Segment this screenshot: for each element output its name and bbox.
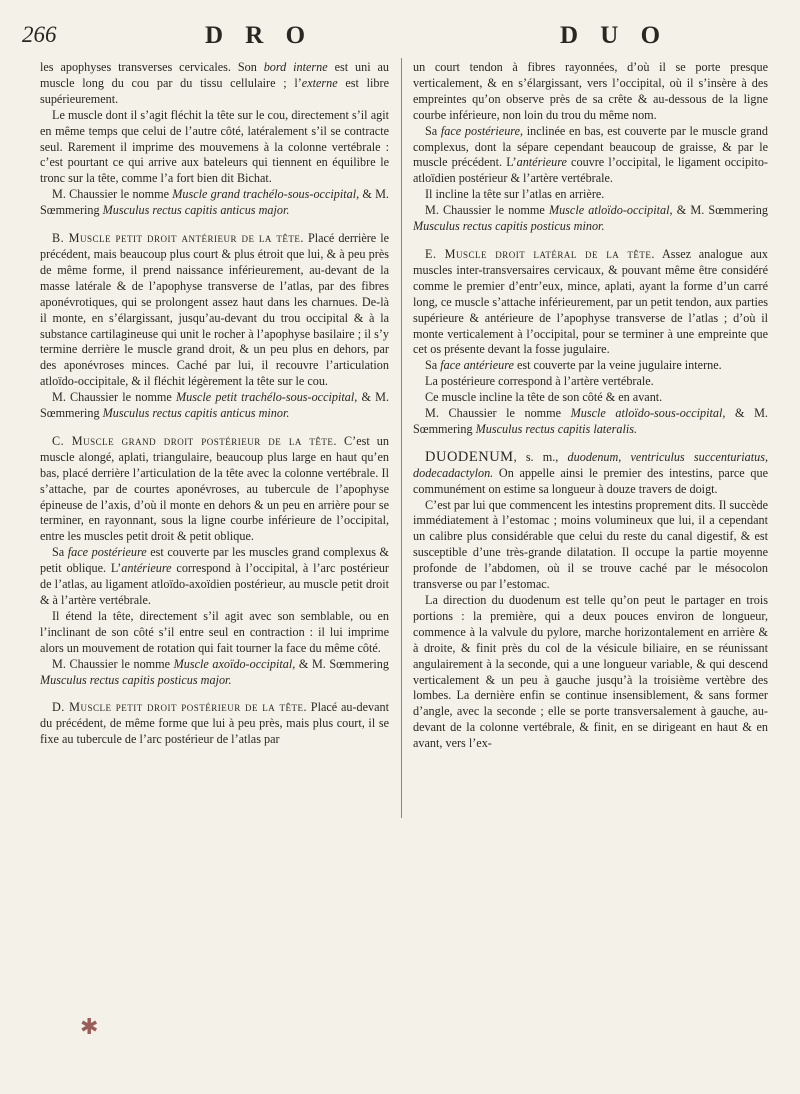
section-b: B. Muscle petit droit antérieur de la tête. Placé derrière le précédent, mais beaucoup plus court & plus étroit que lui, & à peu près de même forme, il prend naissance inférieurement, au-devant de la masse latérale & de l’apophyse transverse de l’atlas, par des fibres aponévrotiques, qui se prolongent assez haut dans les charnues. De-là il monte, en s’élargissant, jusqu’au-devant du trou occipital & à la substance cartilagineuse qui unit le rocher à l’apophyse basilaire ; il s’y termine derrière le muscle grand droit, & un peu plus en dehors, par des aponévroses minces. Caché par lui, il recouvre l’articulation atloïdo-occipitale, & il fléchit légèrement la tête sur le cou. bbox=[40, 231, 389, 389]
section-heading: D. Muscle petit droit postérieur de la tête. bbox=[52, 700, 308, 715]
paragraph: La postérieure correspond à l’artère vertébrale. bbox=[425, 374, 654, 389]
paragraph: M. Chaussier le nomme Muscle petit trachélo-sous-occipital, & M. Sœmmering Musculus rectus capitis anticus minor. bbox=[40, 390, 389, 421]
paragraph: Ce muscle incline la tête de son côté & en avant. bbox=[425, 390, 663, 405]
ink-blot-icon: ✱ bbox=[80, 1014, 99, 1039]
paragraph: un court tendon à fibres rayonnées, d’où il se porte presque verticalement, & en s’élargissant, vers l’occipital, où il s’insère à des empreintes qu’on observe près de sa crête & au-dessous de la ligne courbe inférieure, non loin du trou du même nom. bbox=[413, 60, 768, 122]
paragraph: Le muscle dont il s’agit fléchit la tête sur le cou, directement s’il agit en même temps que celui de l’autre côté, latéralement s’il se contracte seul. Rarement il imprime des mouvemens à la colonne vertébrale : c’est pourtant ce qui arrive aux bateleurs qui tiennent en équilibre le tronc sur la tête, comme l’a fort bien dit Bichat. bbox=[40, 107, 389, 186]
running-head-right: D U O bbox=[560, 22, 669, 49]
section-heading: C. Muscle grand droit postérieur de la tête. bbox=[52, 433, 337, 448]
page-header bbox=[0, 22, 800, 58]
entry-duodenum: DUODENUM, s. m., duodenum, ventriculus succenturiatus, dodecadactylon. On appelle ainsi le premier des intestins, parce que communément on estime sa longueur à douze travers de doigt. bbox=[413, 448, 768, 496]
section-c: C. Muscle grand droit postérieur de la tête. C’est un muscle alongé, aplati, triangulaire, beaucoup plus large en haut qu’en bas, placé derrière l’articulation de la tête avec la colonne vertébrale. Il s’attache, par de courtes aponévroses, au tubercule de l’apophyse épineuse de l’axis, d’où il monte en dehors & un peu en arrière pour se terminer, en rayonnant, sous la ligne courbe inférieure de l’occipital, entre les muscles petit droit & petit oblique. bbox=[40, 433, 389, 544]
paragraph: Il étend la tête, directement s’il agit avec son semblable, ou en l’inclinant de son côté s’il entre seul en contraction : il lui imprime alors un mouvement de rotation qui fait tourner la face du même côté. bbox=[40, 608, 389, 655]
paragraph: M. Chaussier le nomme Muscle grand trachélo-sous-occipital, & M. Sœmmering Musculus rectus capitis anticus major. bbox=[40, 187, 389, 218]
page-number: 266 bbox=[22, 22, 57, 47]
section-heading: B. Muscle petit droit antérieur de la tête. bbox=[52, 231, 304, 246]
paragraph: M. Chaussier le nomme Muscle atloïdo-occipital, & M. Sœmmering Musculus rectus capitis posticus minor. bbox=[413, 203, 768, 234]
paragraph: C’est par lui que commencent les intestins proprement dits. Il succède immédiatement à l’estomac ; moins volumineux que lui, il a cependant un calibre plus considérable que celui du reste du canal digestif, & est susceptible d’une très-grande dilatation. Il occupe la partie moyenne profonde de l’abdomen, où il se trouve caché par le mésocolon transverse ou par l’estomac. bbox=[413, 497, 768, 592]
paragraph: Sa face postérieure est couverte par les muscles grand complexus & petit oblique. L’antérieure correspond à l’occipital, à l’arc postérieur de l’atlas, au ligament atloïdo-axoïdien postérieur, au muscle petit droit & à l’artère vertébrale. bbox=[40, 545, 390, 607]
paragraph: Il incline la tête sur l’atlas en arrière. bbox=[425, 187, 605, 202]
left-column bbox=[40, 60, 389, 748]
paragraph: Sa face postérieure, inclinée en bas, est couverte par le muscle grand complexus, dont la sépare cependant beaucoup de graisse, & par le muscle précédent. L’antérieure couvre l’occipital, le ligament occipito-atloïdien postérieur & l’artère vertébrale. bbox=[413, 123, 768, 186]
running-head-left: D R O bbox=[205, 22, 314, 49]
section-d: D. Muscle petit droit postérieur de la tête. Placé au-devant du précédent, de même forme que lui à peu près, mais plus court, il se fixe au tubercule de l’arc postérieur de l’atlas par bbox=[40, 700, 389, 747]
column-divider bbox=[401, 58, 402, 818]
paragraph: M. Chaussier le nomme Muscle atloïdo-sous-occipital, & M. Sœmmering Musculus rectus capitis lateralis. bbox=[413, 406, 768, 436]
paragraph: les apophyses transverses cervicales. Son bord interne est uni au muscle long du cou par du tissu cellulaire ; l’externe est libre supérieurement. bbox=[40, 60, 390, 106]
paragraph: La direction du duodenum est telle qu’on peut le partager en trois portions : la première, qui a deux pouces environ de longueur, commence à la valvule du pylore, marche horizontalement en arrière & à droite, & finit près du col de la vésicule biliaire, en se réunissant angulairement à la seconde, qui a une longueur variable, & qui descend verticalement & un peu à gauche jusqu’à la troisième vertèbre des lombes. La dernière enfin se continue insensiblement, & sans former d’angle, avec la seconde ; elle se porte transversalement à gauche, au-devant de la colonne vertébrale, & finit, en se dirigeant en haut & en avant, vers l’ex- bbox=[413, 593, 768, 751]
section-heading: E. Muscle droit latéral de la tête. bbox=[425, 246, 655, 261]
paragraph: M. Chaussier le nomme Muscle axoïdo-occipital, & M. Sœmmering Musculus rectus capitis posticus major. bbox=[40, 656, 389, 687]
paragraph: Sa face antérieure est couverte par la veine jugulaire interne. bbox=[425, 358, 722, 373]
section-e: E. Muscle droit latéral de la tête. Assez analogue aux muscles inter-transversaires cervicaux, & pouvant même être considéré comme le premier d’entr’eux, mince, aplati, ayant la forme d’un carré long, ce muscle s’attache inférieurement, par un petit tendon, aux parties supérieure & antérieure de l’apophyse transverse de l’atlas ; d’où il monte verticalement à l’occipital, pour se terminer à une empreinte que cet os présente devant la fosse jugulaire. bbox=[413, 246, 768, 357]
entry-headword: DUODENUM bbox=[425, 448, 514, 465]
right-column bbox=[413, 60, 768, 752]
